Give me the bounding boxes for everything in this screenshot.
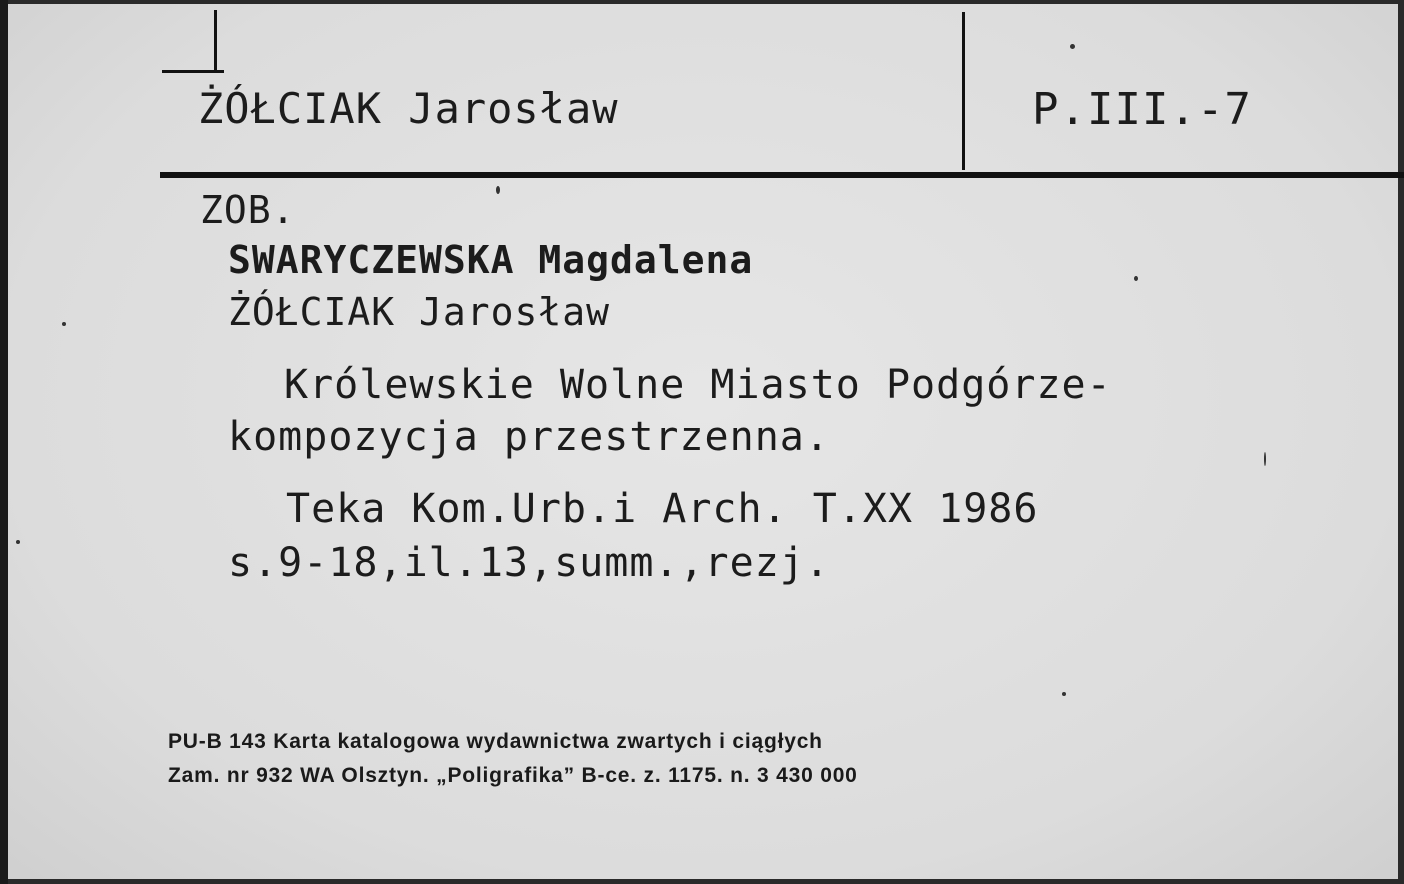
call-number: P.III.-7 [1032,84,1252,135]
see-label: ZOB. [200,188,296,232]
call-number-divider [962,12,965,170]
card-edge-bottom [0,879,1404,884]
heading-underline-rule [160,172,1404,178]
dust-speck [1134,276,1138,281]
title-line: kompozycja przestrzenna. [228,414,830,460]
source-line: Teka Kom.Urb.i Arch. T.XX 1986 [286,486,1039,532]
heading-tick-rule [214,10,217,72]
heading-name: ŻÓŁCIAK Jarosław [198,84,619,133]
printer-imprint-line: PU-B 143 Karta katalogowa wydawnictwa zwartych i ciągłych [168,730,823,753]
see-reference: SWARYCZEWSKA Magdalena [228,238,754,282]
source-line: s.9-18,il.13,summ.,rezj. [228,540,830,586]
heading-short-rule [162,70,224,73]
printer-imprint-line: Zam. nr 932 WA Olsztyn. „Poligrafika” B-ce. z. 1175. n. 3 430 000 [168,764,858,787]
dust-speck [62,322,66,326]
dust-speck [1062,692,1066,696]
dust-speck [1264,452,1266,466]
card-edge-top [0,0,1404,4]
dust-speck [496,186,500,194]
card-edge-right [1398,0,1404,884]
card-edge-left [0,0,8,884]
title-line: Królewskie Wolne Miasto Podgórze- [284,362,1112,408]
dust-speck [16,540,20,544]
see-reference: ŻÓŁCIAK Jarosław [228,290,611,334]
dust-speck [1070,44,1075,49]
